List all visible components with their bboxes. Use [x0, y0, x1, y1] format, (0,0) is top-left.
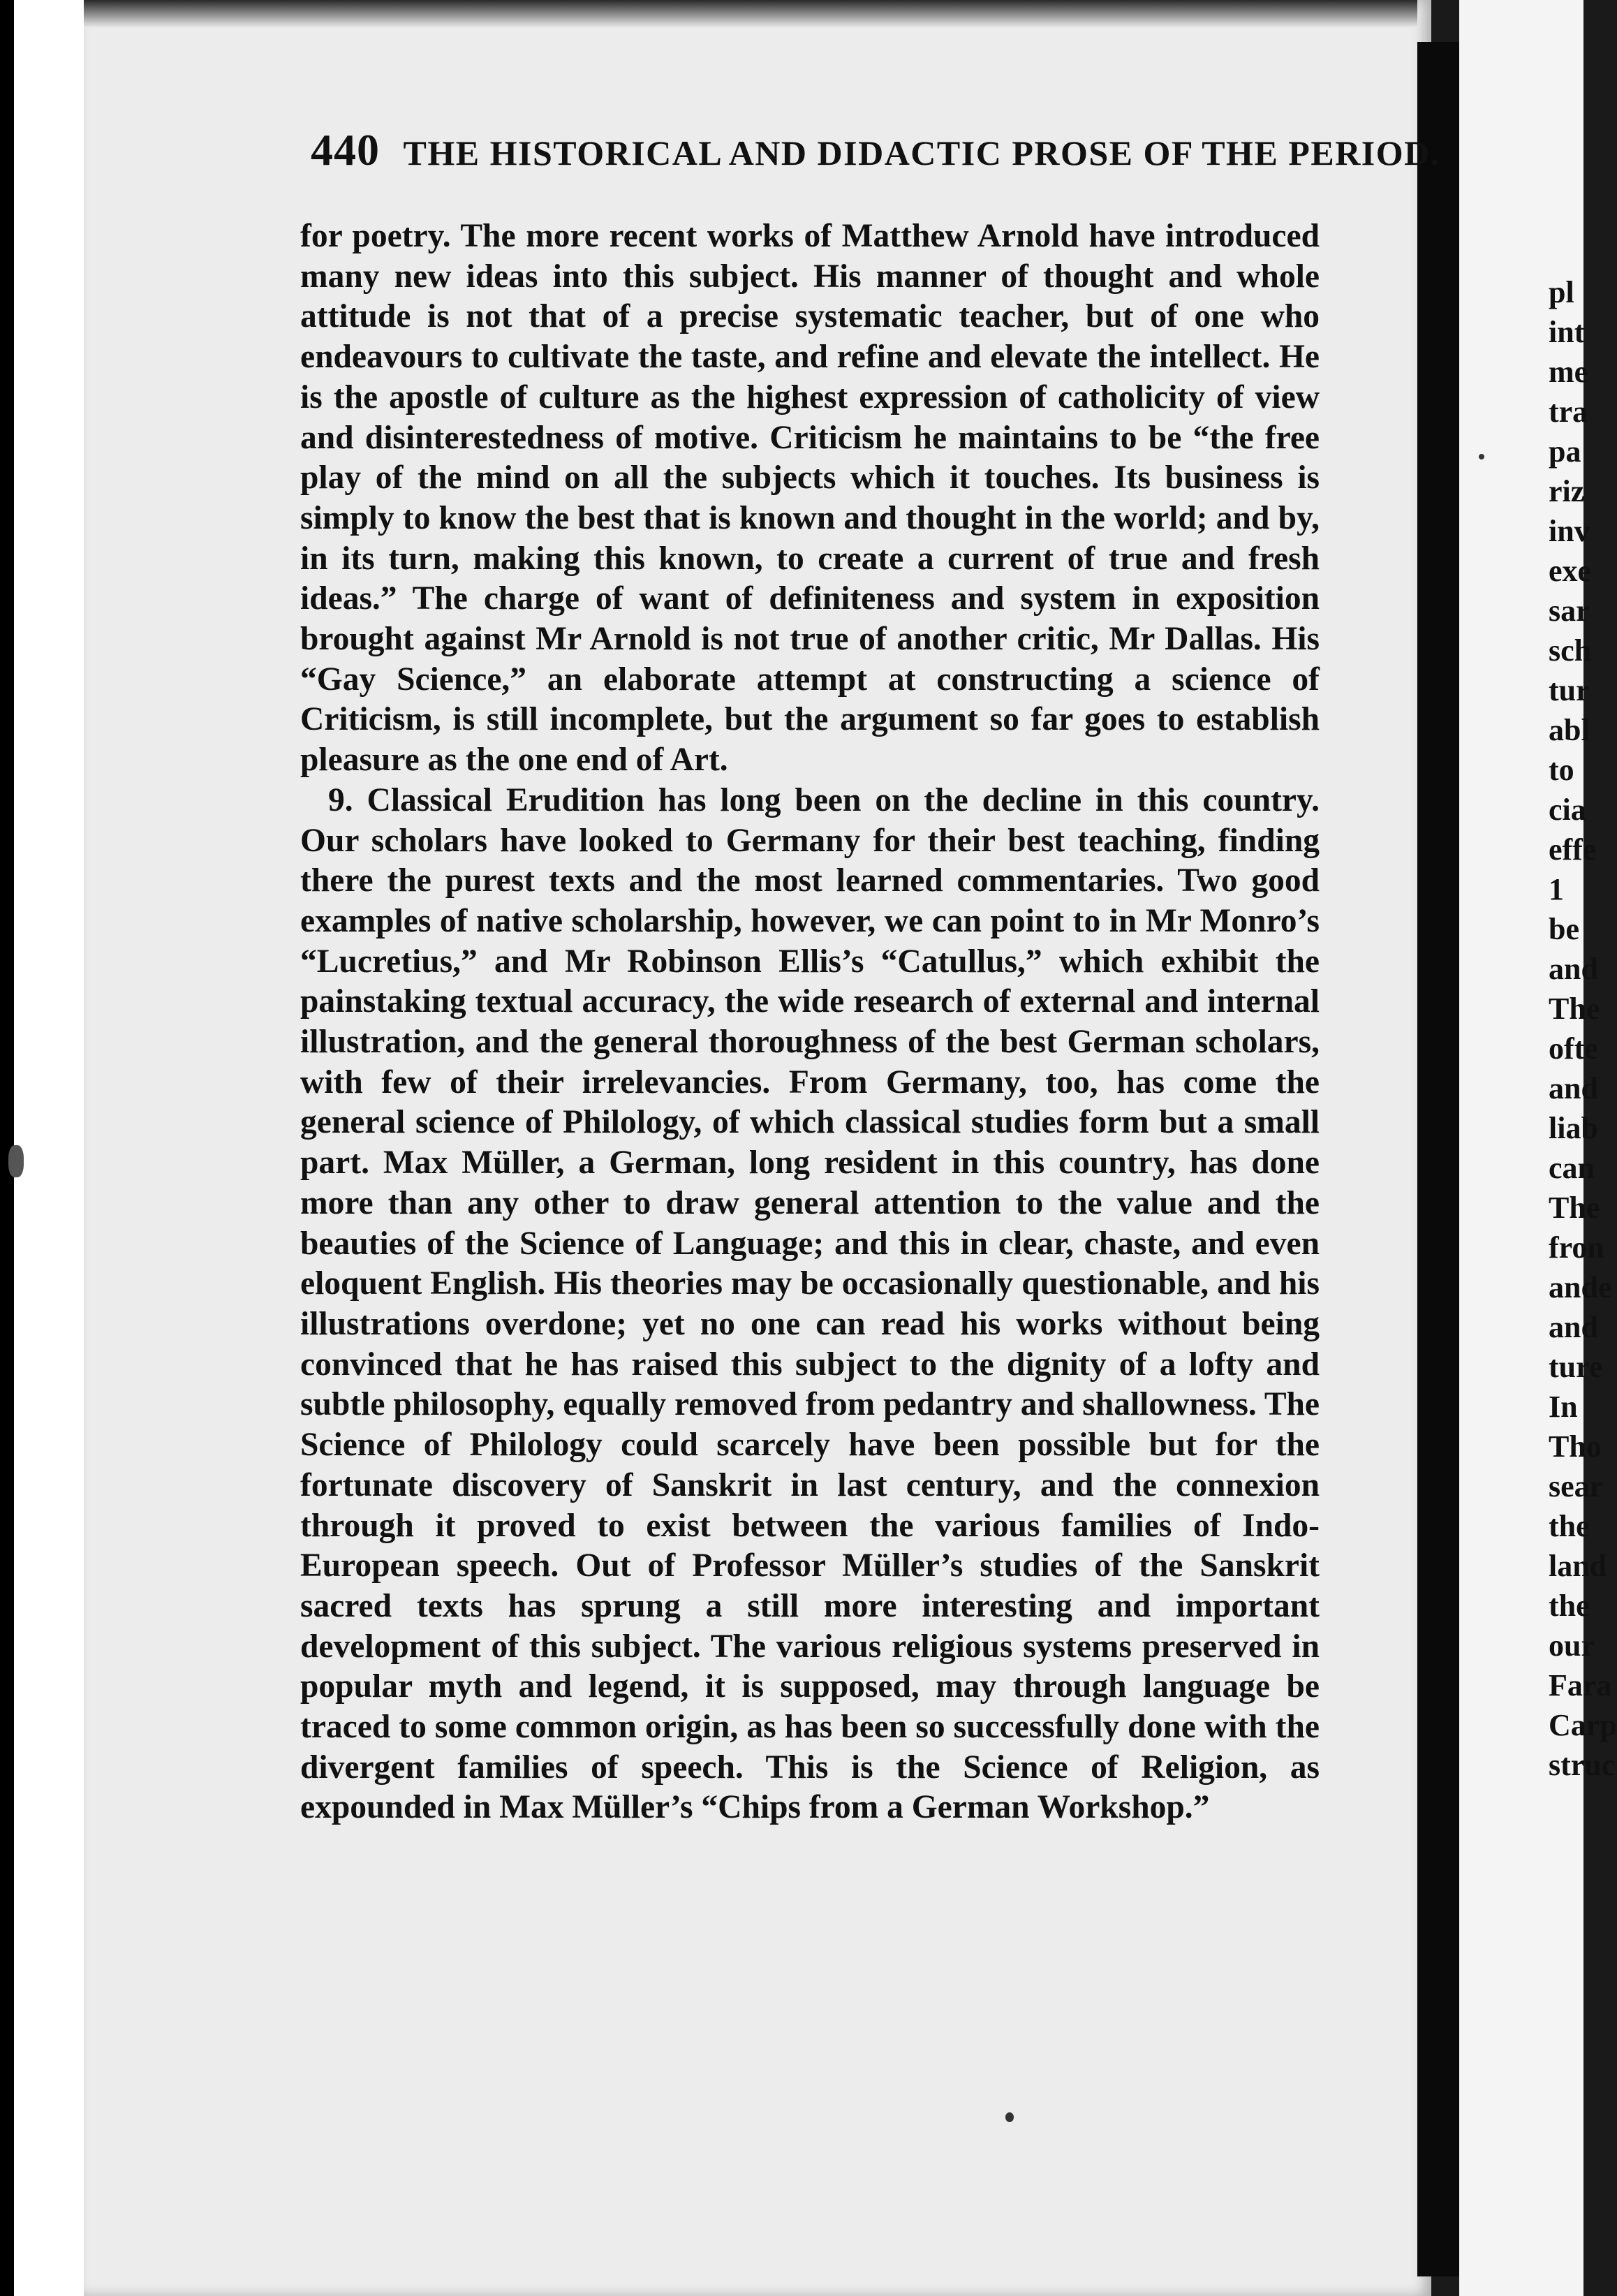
- fragment-line: the: [1549, 1509, 1590, 1543]
- fragment-line: to: [1549, 753, 1574, 787]
- running-head: [311, 124, 1440, 176]
- fragment-line: tur: [1549, 673, 1590, 707]
- fragment-line: Carp: [1549, 1708, 1617, 1742]
- fragment-line: ofte: [1549, 1031, 1598, 1066]
- fragment-line: pa: [1549, 434, 1581, 469]
- fragment-line: and: [1549, 1310, 1598, 1344]
- fragment-line: exe: [1549, 554, 1592, 588]
- fragment-line: riz: [1549, 474, 1585, 508]
- scan-speck: [1479, 454, 1484, 459]
- fragment-line: The: [1549, 1191, 1600, 1225]
- fragment-line: In: [1549, 1390, 1578, 1424]
- fragment-line: sear: [1549, 1469, 1604, 1503]
- fragment-line: 1: [1549, 872, 1564, 906]
- fragment-line: me: [1549, 355, 1588, 389]
- fragment-line: fron: [1549, 1230, 1604, 1265]
- body-text: [300, 216, 1320, 1828]
- paragraph-1: for poetry. The more recent works of Matthew Arnold have introduced many new ideas into this subject. His manner of thought and whole attitude is not that of a precise systematic teacher, but of one who endeavours to cultivate the taste, and refine and elevate the intellect. He is the apostle of culture as the highest expression of catholicity of view and disinterestedness of motive. Criticism he maintains to be “the free play of the mind on all the subjects which it touches. Its business is simply to know the best that is known and thought in the world; and by, in its turn, making this known, to create a current of true and fresh ideas.” The charge of want of definiteness and system in exposition brought against Mr Arnold is not true of another critic, Mr Dallas. His “Gay Science,” an elaborate attempt at constructing a science of Criticism, is still incomplete, but the argument so far goes to establish pleasure as the one end of Art.: [300, 218, 1320, 779]
- fragment-line: int: [1549, 315, 1585, 349]
- fragment-line: tra: [1549, 395, 1588, 429]
- fragment-line: Fara: [1549, 1668, 1612, 1702]
- fragment-line: The: [1549, 992, 1600, 1026]
- fragment-line: ture: [1549, 1350, 1603, 1384]
- fragment-line: inv: [1549, 514, 1590, 548]
- fragment-line: can: [1549, 1151, 1595, 1185]
- adjacent-page-line-fragments: [1549, 272, 1617, 1785]
- page-number: 440: [311, 125, 380, 175]
- fragment-line: struc: [1549, 1748, 1616, 1782]
- fragment-line: effe: [1549, 832, 1597, 867]
- paragraph-2: 9. Classical Erudition has long been on the decline in this country. Our scholars have looked to Germany for their best teaching, finding there the purest texts and the most learned commentaries. Two good examples of native scholarship, however, we can point to in Mr Monro’s “Lucretius,” and Mr Robinson Ellis’s “Catullus,” which exhibit the painstaking textual accuracy, the wide research of external and internal illustration, and the general thoroughness of the best German scholars, with few of their irrelevancies. From Germany, too, has come the general science of Philology, of which classical studies form but a small part. Max Müller, a German, long resident in this country, has done more than any other to draw general attention to the value and the beauties of the Science of Language; and this in clear, chaste, and even eloquent English. His theories may be occasionally questionable, and his illustrations overdone; yet no one can read his works without being convinced that he has raised this subject to the dignity of a lofty and subtle philosophy, equally removed from pedantry and shallowness. The Science of Philology could scarcely have been possible but for the fortunate discovery of Sanskrit in last century, and the connexion through it proved to exist between the various families of Indo-European speech. Out of Professor Müller’s studies of the Sanskrit sacred texts has sprung a still more interesting and important development of this subject. The various religious systems preserved in popular myth and legend, it is supposed, may through language be traced to some common origin, as has been so successfully done with the divergent families of speech. This is the Science of Religion, as expounded in Max Müller’s “Chips from a German Workshop.”: [300, 781, 1320, 1826]
- fragment-line: our: [1549, 1628, 1595, 1663]
- fragment-line: land: [1549, 1549, 1607, 1583]
- fragment-line: cia: [1549, 793, 1586, 827]
- scan-speck: [1005, 2112, 1014, 2122]
- fragment-line: the: [1549, 1589, 1590, 1623]
- fragment-line: pl: [1549, 275, 1574, 309]
- running-head-title: THE HISTORICAL AND DIDACTIC PROSE OF THE PERIOD.: [403, 133, 1440, 172]
- fragment-line: sar: [1549, 594, 1590, 628]
- fragment-line: be: [1549, 912, 1579, 946]
- fragment-line: sch: [1549, 633, 1592, 668]
- fragment-line: and: [1549, 1071, 1598, 1105]
- fragment-line: liab: [1549, 1111, 1598, 1145]
- fragment-line: Tho: [1549, 1429, 1602, 1464]
- gutter-shadow: [1417, 42, 1459, 2276]
- page-top-shadow: [84, 0, 1417, 28]
- scan-speck: [8, 1145, 24, 1177]
- fragment-line: ande: [1549, 1270, 1612, 1304]
- fragment-line: and: [1549, 952, 1598, 986]
- fragment-line: abl: [1549, 713, 1590, 747]
